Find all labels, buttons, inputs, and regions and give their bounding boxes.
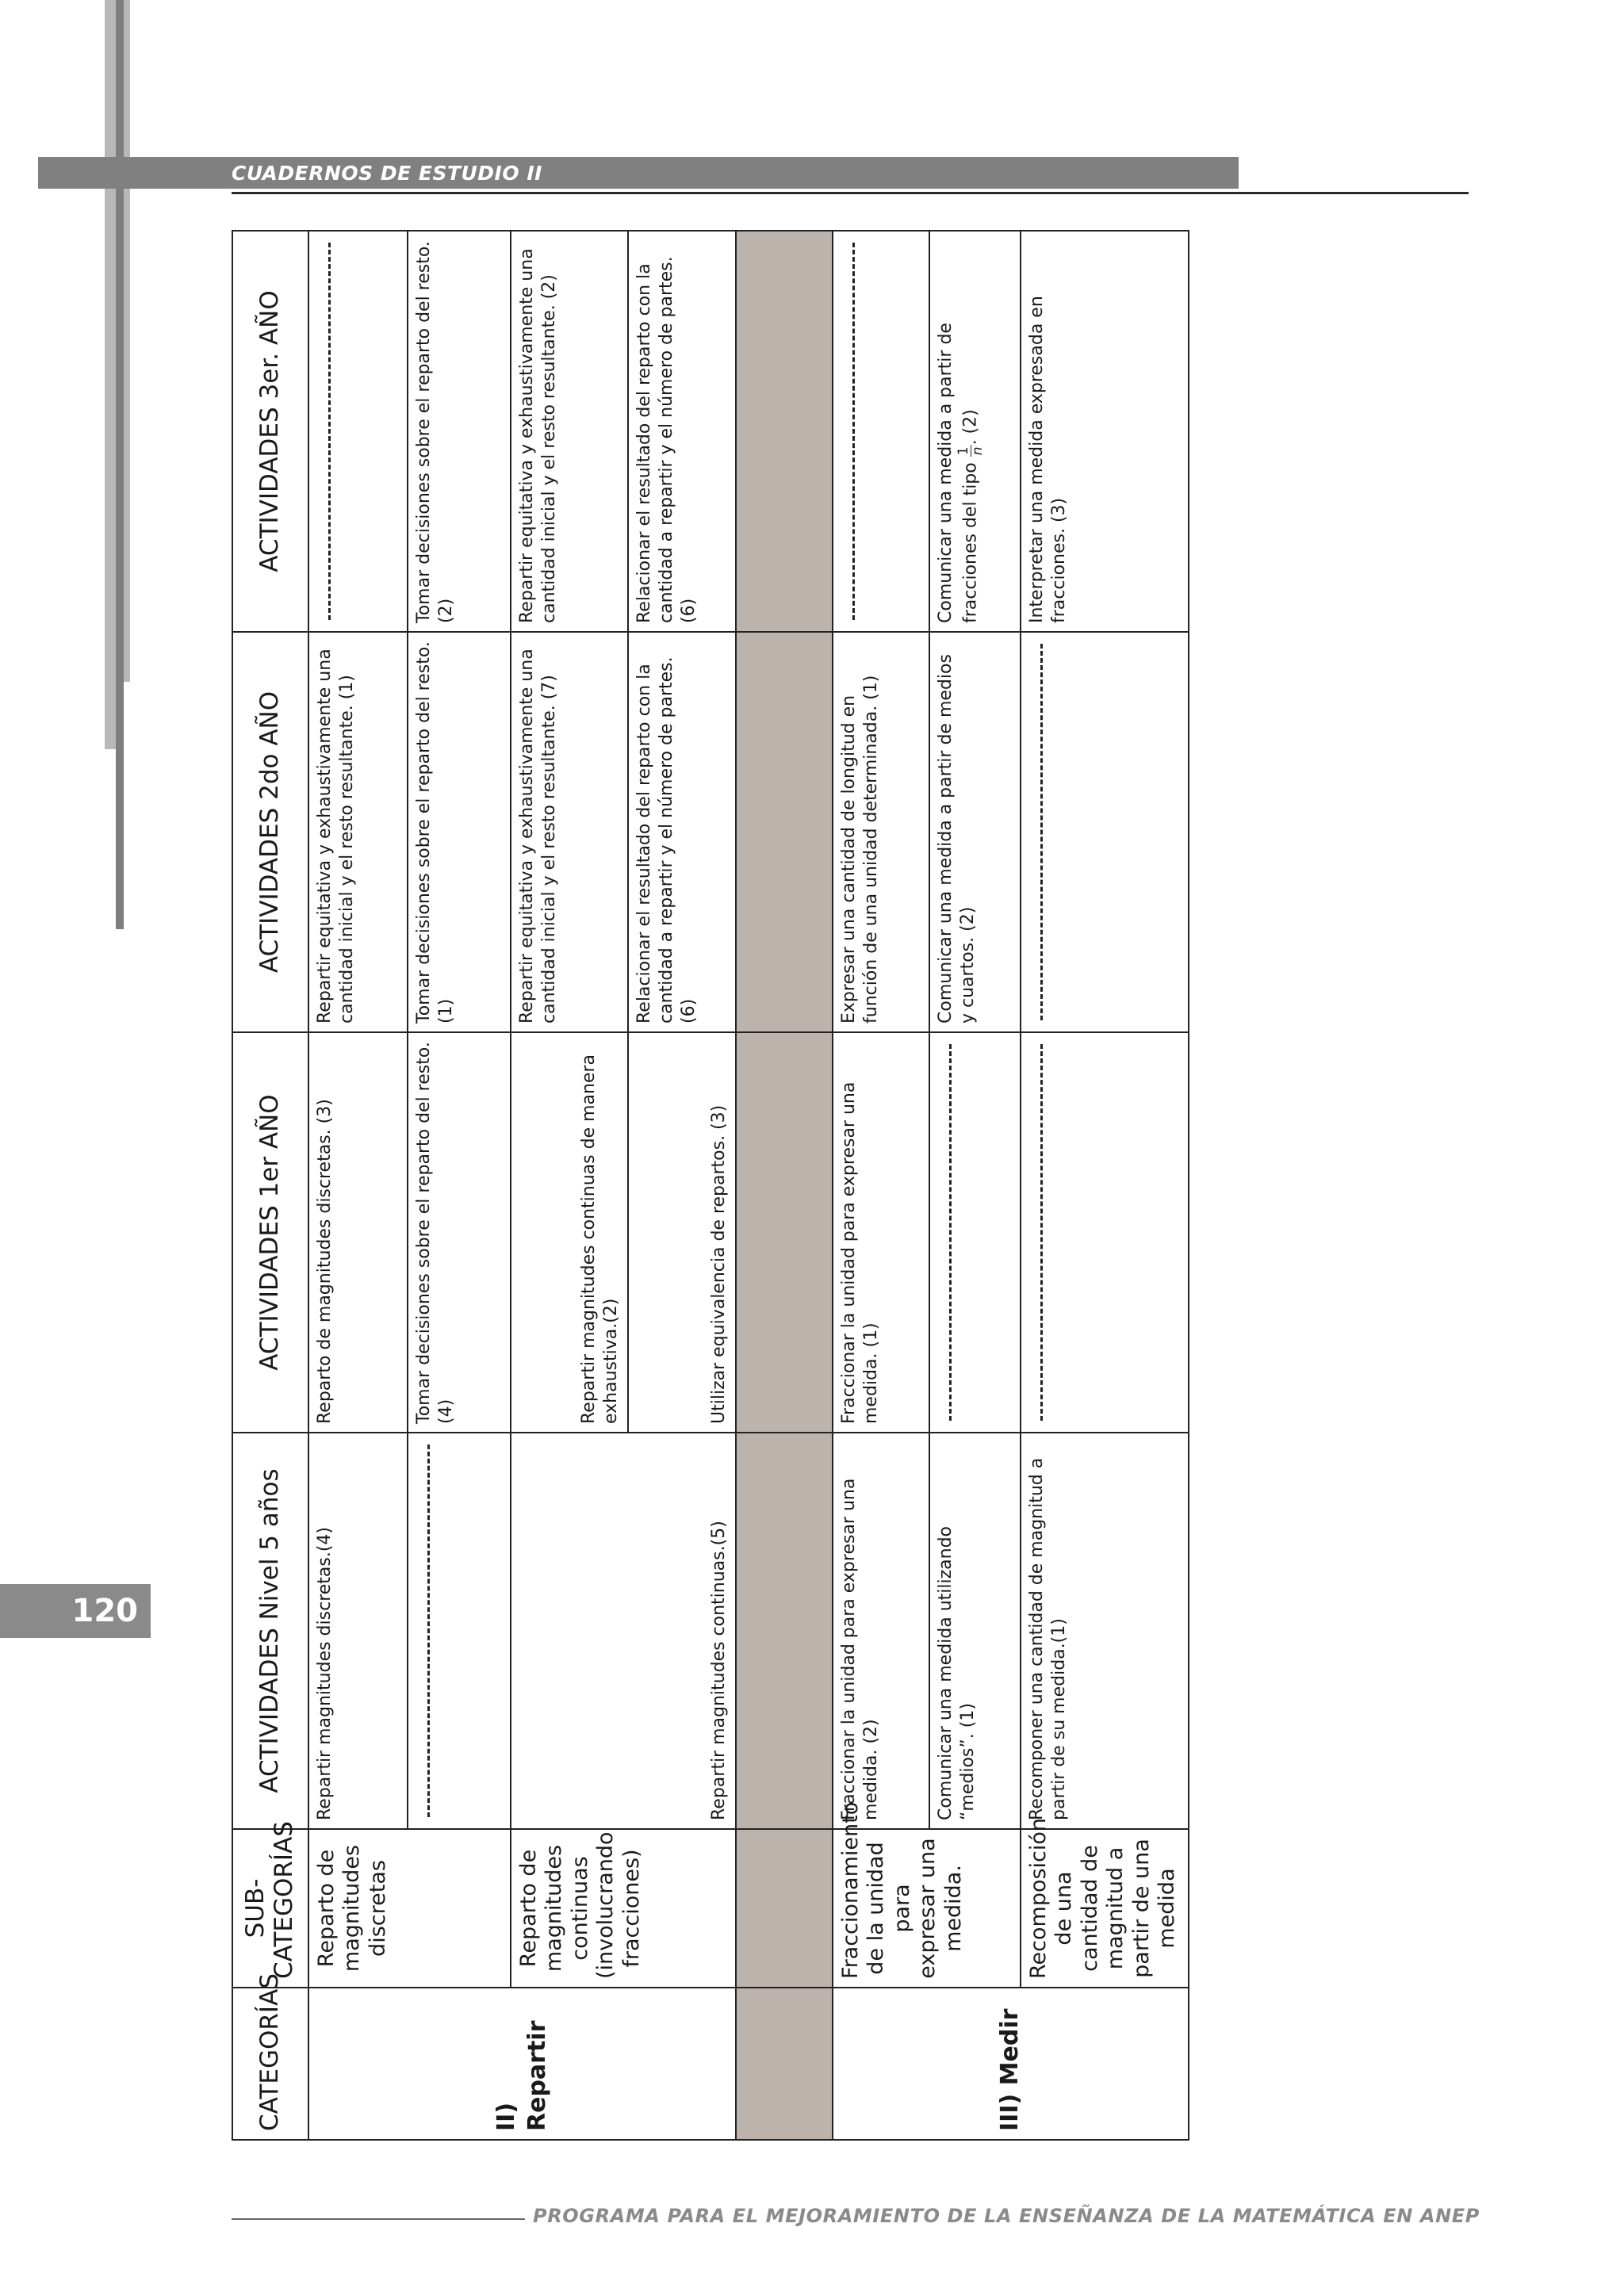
- table-row: [511, 231, 628, 2140]
- dashed-line: [427, 1445, 430, 1817]
- cell-primero: Fraccionar la unidad para expresar una medida. (1): [833, 1032, 929, 1433]
- dashed-line: [949, 1044, 952, 1421]
- subcategory-discretas: Reparto de magnitudes discretas: [308, 1829, 511, 1988]
- cell-primero: Reparto de magnitudes discretas. (3): [308, 1032, 408, 1433]
- header-nivel5: ACTIVIDADES Nivel 5 años: [232, 1433, 308, 1829]
- cell-nivel5: Comunicar una medida utilizando “medios”. (1): [929, 1433, 1021, 1829]
- cell-nivel5-empty: [408, 1433, 511, 1829]
- cell-segundo-empty: [1021, 632, 1189, 1032]
- cell-segundo: Relacionar el resultado del reparto con la cantidad a repartir y el número de partes. (6): [628, 632, 736, 1032]
- activities-table-rotated: [232, 232, 1188, 2141]
- tercero-text-post: . (2): [960, 409, 981, 446]
- footer-rule: [232, 2218, 525, 2220]
- dashed-line: [1040, 644, 1043, 1020]
- cell-primero: Tomar decisiones sobre el reparto del resto. (4): [408, 1032, 511, 1433]
- subcategory-fraccionamiento: Fraccionamiento de la unidad para expresar una medida.: [833, 1829, 1021, 1988]
- dashed-line: [1040, 1044, 1043, 1421]
- decorative-bar: [105, 0, 116, 749]
- separator-cell: [736, 1829, 833, 1988]
- cell-primero-empty: [929, 1032, 1021, 1433]
- cell-segundo: Comunicar una medida a partir de medios y cuartos. (2): [929, 632, 1021, 1032]
- cell-nivel5: Fraccionar la unidad para expresar una medida. (2): [833, 1433, 929, 1829]
- cell-tercero: Tomar decisiones sobre el reparto del resto. (2): [408, 231, 511, 632]
- dashed-line: [852, 243, 855, 620]
- header-title: CUADERNOS DE ESTUDIO II: [232, 162, 542, 185]
- header-tercero: ACTIVIDADES 3er. AÑO: [232, 231, 308, 632]
- header-primero: ACTIVIDADES 1er AÑO: [232, 1032, 308, 1433]
- subcategory-recomposicion: Recomposición de una cantidad de magnitud a partir de una medida: [1021, 1829, 1189, 1988]
- cell-segundo: Expresar una cantidad de longitud en función de una unidad determinada. (1): [833, 632, 929, 1032]
- header-segundo: ACTIVIDADES 2do AÑO: [232, 632, 308, 1032]
- table-header-row: [232, 231, 308, 2140]
- table-row: [1021, 231, 1189, 2140]
- category-medir: III) Medir: [833, 1988, 1189, 2140]
- cell-primero-empty: [1021, 1032, 1189, 1433]
- cell-tercero: Interpretar una medida expresada en fracciones. (3): [1021, 231, 1189, 632]
- activities-table: [232, 230, 1189, 2141]
- cell-tercero-empty: [833, 231, 929, 632]
- cell-primero: Utilizar equivalencia de repartos. (3): [628, 1032, 736, 1433]
- cell-tercero: Repartir equitativa y exhaustivamente una cantidad inicial y el resto resultante. (2): [511, 231, 628, 632]
- header-subcategorias: SUB-CATEGORÍAS: [232, 1829, 308, 1988]
- cell-nivel5: Repartir magnitudes continuas.(5): [511, 1433, 736, 1829]
- cell-nivel5: Repartir magnitudes discretas.(4): [308, 1433, 408, 1829]
- page-number: 120: [0, 1584, 151, 1638]
- separator-cell: [736, 632, 833, 1032]
- separator-cell: [736, 1988, 833, 2140]
- table-row: [308, 231, 408, 2140]
- tercero-text-pre: Comunicar una medida a partir de fracciones del tipo: [936, 323, 981, 623]
- separator-cell: [736, 1032, 833, 1433]
- cell-segundo: Repartir equitativa y exhaustivamente una cantidad inicial y el resto resultante. (7): [511, 632, 628, 1032]
- subcategory-continuas: Reparto de magnitudes continuas (involucrando fracciones): [511, 1829, 736, 1988]
- cell-tercero-empty: [308, 231, 408, 632]
- fraction-numerator: 1: [956, 446, 972, 456]
- cell-primero: Repartir magnitudes continuas de manera exhaustiva.(2): [511, 1032, 628, 1433]
- table-row: [833, 231, 929, 2140]
- decorative-bar: [116, 0, 124, 929]
- cell-segundo: Repartir equitativa y exhaustivamente una cantidad inicial y el resto resultante. (1): [308, 632, 408, 1032]
- cell-segundo: Tomar decisiones sobre el reparto del resto.(1): [408, 632, 511, 1032]
- separator-cell: [736, 1433, 833, 1829]
- header-categorias: CATEGORÍAS: [232, 1988, 308, 2140]
- cell-tercero: [929, 231, 1021, 632]
- cell-nivel5: Recomponer una cantidad de magnitud a partir de su medida.(1): [1021, 1433, 1189, 1829]
- footer-text: PROGRAMA PARA EL MEJORAMIENTO DE LA ENSEÑANZA DE LA MATEMÁTICA EN ANEP: [533, 2205, 1480, 2227]
- header-band: [38, 157, 1239, 189]
- separator-row: [736, 231, 833, 2140]
- fraction-1-over-n: [957, 445, 985, 457]
- dashed-line: [328, 243, 331, 620]
- fraction-denominator: n: [970, 446, 986, 456]
- category-repartir: II) Repartir: [308, 1988, 736, 2140]
- cell-tercero: Relacionar el resultado del reparto con la cantidad a repartir y el número de partes. (6): [628, 231, 736, 632]
- header-rule: [232, 192, 1469, 194]
- separator-cell: [736, 231, 833, 632]
- decorative-bar: [124, 0, 130, 682]
